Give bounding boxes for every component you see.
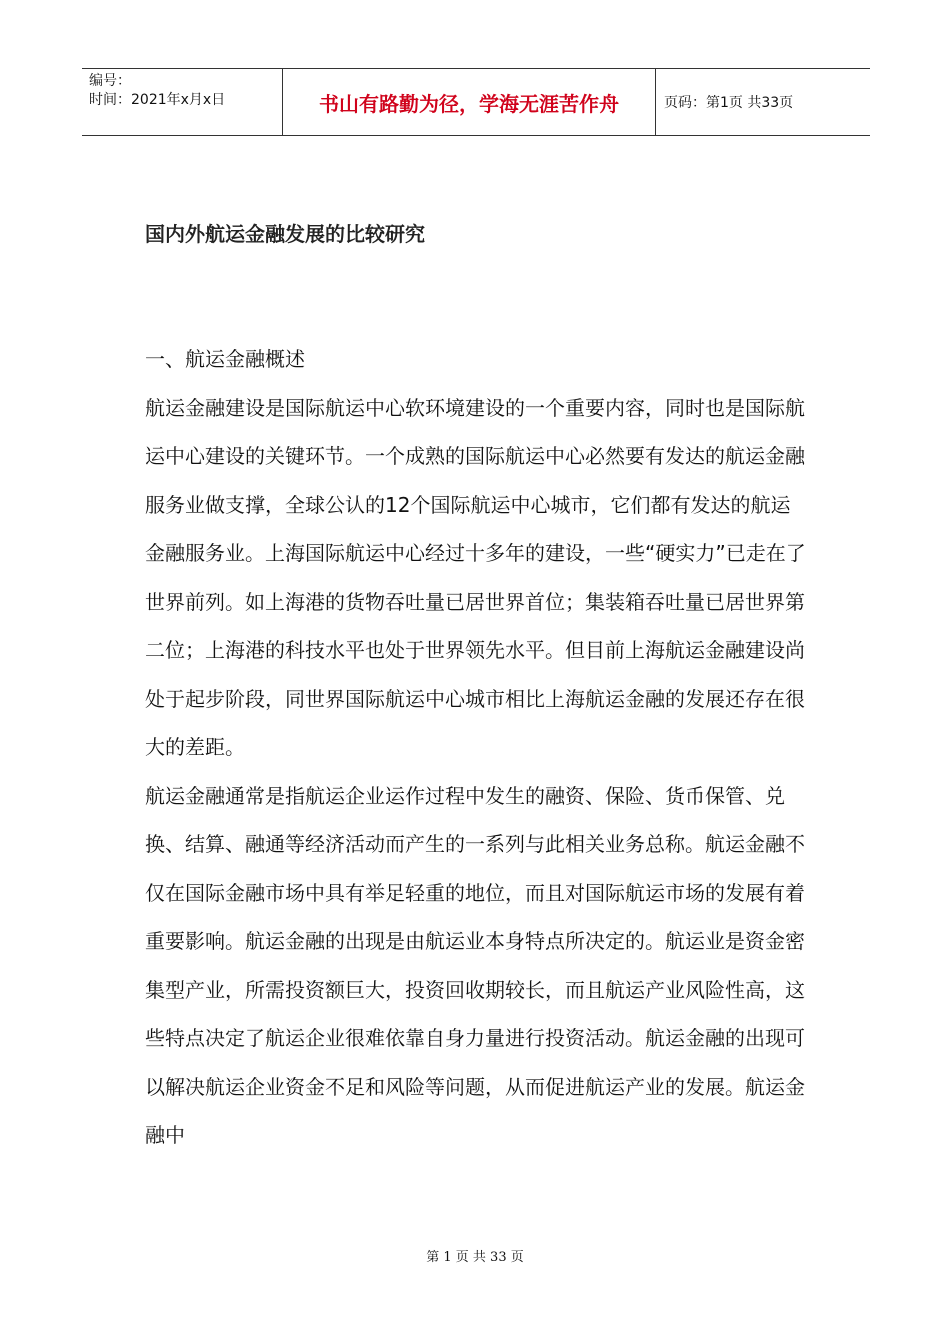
document-body (145, 335, 810, 1160)
document-title: 国内外航运金融发展的比较研究 (145, 222, 425, 246)
header-page-info: 页码：第1页 共33页 (664, 95, 794, 111)
section-heading: 一、航运金融概述 (145, 347, 305, 371)
header-time-label: 时间：2021年x月x日 (89, 92, 226, 108)
paragraph: 航运金融建设是国际航运中心软环境建设的一个重要内容，同时也是国际航运中心建设的关键环节。一个成熟的国际航运中心必然要有发达的航运金融服务业做支撑，全球公认的12个国际航运中心城市，它们都有发达的航运金融服务业。上海国际航运中心经过十多年的建设，一些“硬实力”已走在了世界前列。如上海港的货物吞吐量已居世界首位；集装箱吞吐量已居世界第二位；上海港的科技水平也处于世界领先水平。但目前上海航运金融建设尚处于起步阶段，同世界国际航运中心城市相比上海航运金融的发展还存在很大的差距。 (145, 395, 806, 759)
header-meta (82, 69, 282, 135)
header-motto: 书山有路勤为径，学海无涯苦作舟 (282, 69, 656, 135)
page-footer: 第 1 页 共 33 页 (426, 1250, 524, 1265)
header-number-label: 编号： (89, 73, 131, 89)
document-header (82, 68, 870, 136)
paragraph: 航运金融通常是指航运企业运作过程中发生的融资、保险、货币保管、兑换、结算、融通等经济活动而产生的一系列与此相关业务总称。航运金融不仅在国际金融市场中具有举足轻重的地位，而且对国际航运市场的发展有着重要影响。航运金融的出现是由航运业本身特点所决定的。航运业是资金密集型产业，所需投资额巨大，投资回收期较长，而且航运产业风险性高，这些特点决定了航运企业很难依靠自身力量进行投资活动。航运金融的出现可以解决航运企业资金不足和风险等问题，从而促进航运产业的发展。航运金融中 (145, 783, 805, 1147)
